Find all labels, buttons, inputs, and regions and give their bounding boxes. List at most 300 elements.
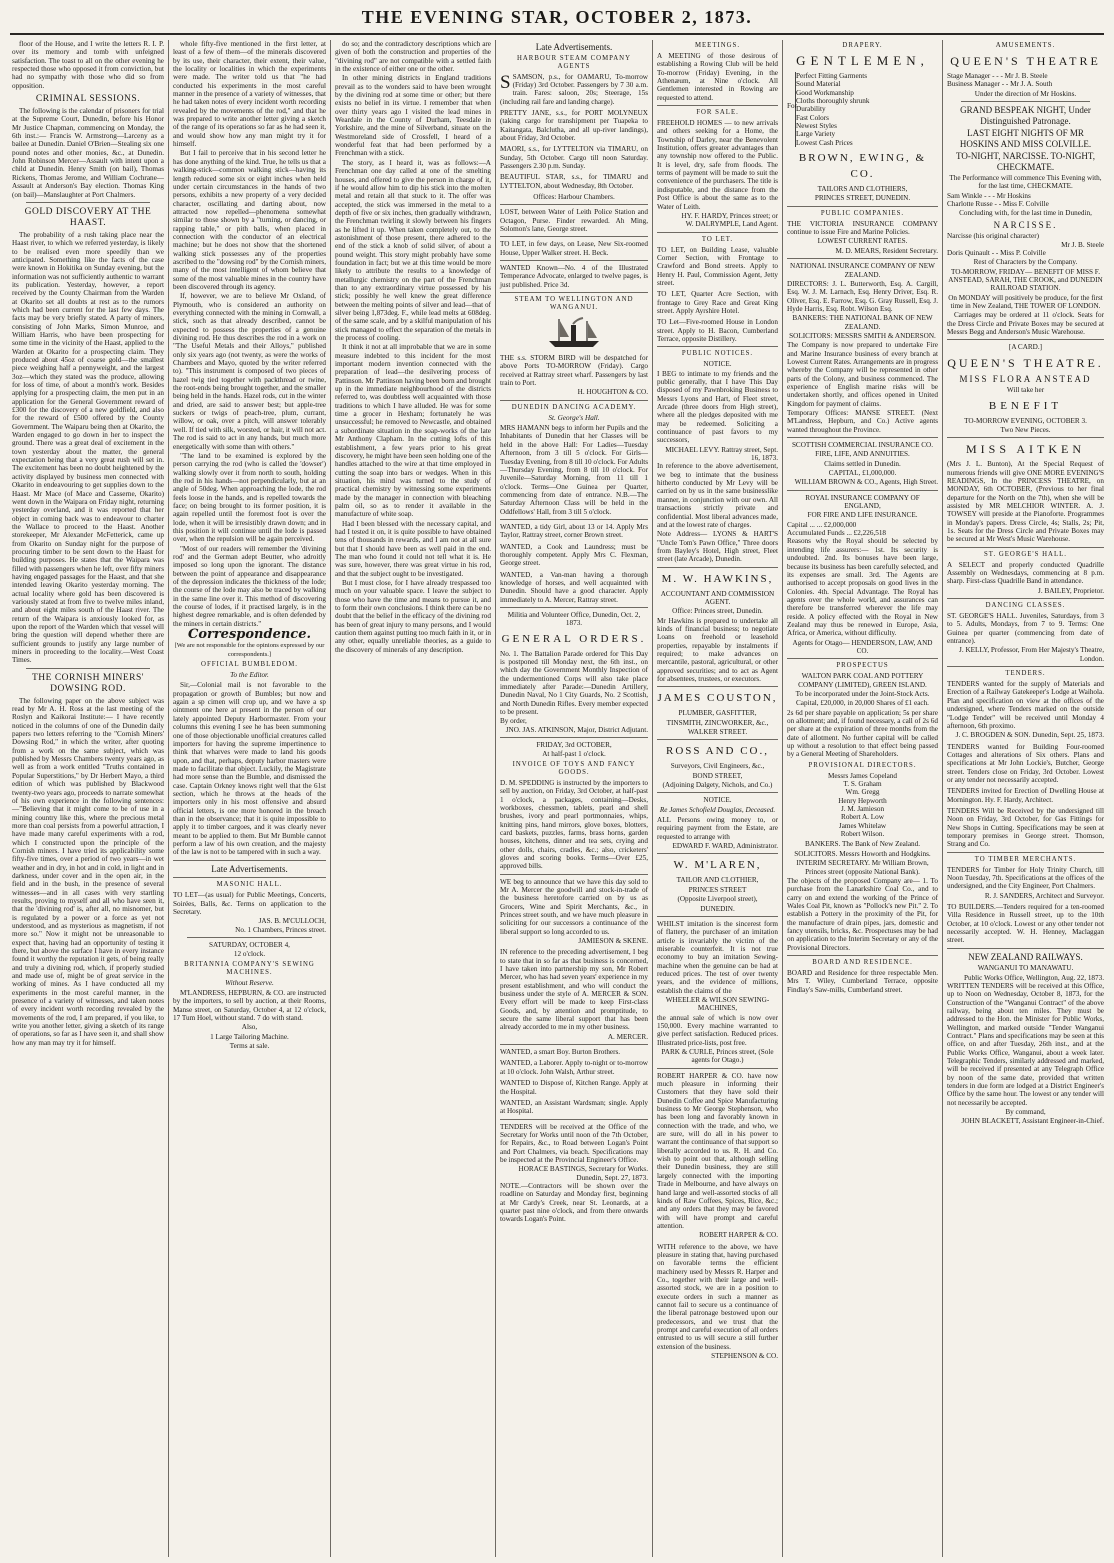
divider — [787, 658, 938, 659]
section-title-public-companies: PUBLIC COMPANIES. — [820, 209, 905, 217]
ad-subtitle: PLUMBER, GASFITTER, — [678, 709, 757, 718]
ad-victoria-insurance — [787, 220, 938, 255]
notice-title: NOTICE. — [703, 360, 732, 369]
ad-lost-purse — [500, 208, 648, 233]
divider — [787, 206, 938, 207]
divider — [500, 236, 648, 237]
ad-estate-notice — [657, 816, 778, 850]
ad-signature: WILLIAM BROWN & CO., Agents, High Street. — [794, 478, 938, 487]
section-title-amusements: AMUSEMENTS. — [995, 42, 1056, 49]
divider — [500, 1119, 648, 1120]
ad-text: PRETTY JANE, s.s., for PORT MOLYNEUX (taking cargo for transhipment per Tuapeka to Kaitangata, Balclutha, and all up-river landings), about Friday, 3rd October. — [500, 108, 648, 142]
ad-text: DIRECTORS: J. L. Butterworth, Esq. A. Cargill, Esq. W. J. M. Larnach, Esq. Henry Driver, Esq. R. Oliver, Esq. E. Farrow, Esq. G. Gray Russell, Esq. J. Hyde Harris, Esq. Robt. Wilson Esq. — [787, 279, 938, 313]
ad-title-britannia: BRITANNIA COMPANY'S SEWING MACHINES. — [184, 960, 315, 976]
ad-signature: MICHAEL LEVY. Rattray street, Sept. 16, 1873. — [665, 445, 778, 463]
ad-address: (Opposite Liverpool street), — [677, 895, 758, 904]
letter-salutation: To the Editor. — [230, 671, 269, 680]
ad-wanted-laborer — [500, 1059, 648, 1076]
ad-text: No. 1. The Battalion Parade ordered for This Day is postponed till Monday next, the 6th inst., on which day the Government Monthly Inspection of the undermentioned Corps will also take place immediately after Parade:—Dunedin Artillery, Dunedin Naval, No 1 City Guards, No. 2 Scottish, and North Dunedin Rifles. Every member expected to be present. — [500, 649, 648, 717]
director-list-item: James Whitelaw — [838, 821, 887, 830]
ad-title-walton-park: WALTON PARK COAL AND POTTERY COMPANY (LIMITED), GREEN ISLAND. — [798, 672, 927, 689]
ad-signature: J. C. BROGDEN & SON. Dunedin, Sept. 25, 1873. — [955, 731, 1104, 740]
ad-text: SOLICITORS: MESSRS SMITH & ANDERSON. — [789, 331, 936, 340]
ad-text: Mr Hawkins is prepared to undertake all kinds of financial business; to negotiate Loans on freehold or leasehold properties, repayable by instalments if required; to make advances on mercantile, pastoral, agricultural, or other approved securities; and to act as Agent for absentees, trustees, or executors. — [657, 616, 778, 683]
ad-text: Also, — [241, 1023, 258, 1032]
ad-signature: JNO. JAS. ATKINSON, Major, District Adjutant. — [505, 725, 648, 734]
ad-freehold-homes — [657, 119, 778, 228]
ad-title-general-orders: GENERAL ORDERS. — [501, 632, 647, 645]
ad-text: BANKERS: THE NATIONAL BANK OF NEW ZEALAND. — [792, 314, 933, 331]
director-list-item: Wm. Gregg — [845, 788, 880, 797]
drapery-list-block — [787, 72, 938, 147]
ad-text: WITH reference to the above, we have pleasure in stating that, having purchased on favorable terms the efficient machinery used by Messrs R. Harper and Co., together with their large and well-assorted stock, we are in a position to execute orders in such a manner as cannot fail to secure us a continuance of the liberal patronage bestowed upon our predecessors, and we trust that the prompt and careful execution of all orders entrusted to us will secure a still further extension of the business. — [657, 1242, 778, 1351]
ad-title-brown-ewing: BROWN, EWING, & CO. — [798, 152, 927, 181]
divider — [947, 666, 1104, 667]
article-text: "Most of our readers will remember the 'divining rod' and the German adept Beutter, who adroitly imposed so long upon the ignorant. The distance between the point of appearance and disappearance of the depression indicates the thickness of the lode; the course of the lode may also be traced by walking in the same line over it. This method of discovering the course of lodes, if it practised largely, is in the highest degree remarkable, and is often defended by the miners in certain districts." — [173, 544, 326, 628]
ad-text: The objects of the proposed Company are— 1. To purchase from the Lanarkshire Coal Co., and to carry on and extend the working of the Prince of Wales Coal Pit, known as "Pollock's new Pit." 2. To establish a Pottery in the proximity of the Pit, for the manufacture of drain pipes, jars, domestic and fancy utensils, bricks, &c. Prospectuses may be had on application to the Interim Secretary or any of the Provisional Directors. — [787, 876, 938, 952]
prospectus-title: PROSPECTUS — [836, 662, 889, 670]
ad-levy-notice — [657, 370, 778, 564]
ad-text: TENDERS Will be Received by the undersigned till Noon on Friday, 3rd October, for Gas Fittings for New Shops in Cutting. Specifications may be seen at temporary premises in George street. Thomson, Strang and Co. — [947, 806, 1104, 849]
drapery-list-item: Durability — [796, 105, 826, 114]
auction-date: SATURDAY, OCTOBER 4, — [209, 940, 290, 949]
ad-wanted — [500, 264, 648, 289]
ad-text: Accumulated Funds ... £2,226,518 — [787, 529, 887, 538]
ad-text: WANTED, a Laborer. Apply to-night or to-morrow at 10 o'clock. John Walsh, Arthur street. — [500, 1059, 648, 1076]
article-text: It think it not at all improbable that we are in some measure indebted to this incident for the most important modern invention connected with the preparation of lead—the desilvering process of Pattinson. Mr Pattinson having been born and brought up in the immediate neighbourhood of the districts referred to, was doubtless well acquainted with those traditions to which I have alluded. He was for some time a grocer in Hexham; fortunately he was unsuccessful; he removed to Newcastle, and obtained a subordinate situation in the soap-works of the late Mr Anthony Clapham. In the cutting lofts of this establishment, a few years prior to his great discovery, he might have been seen holding one of the handles attached to the wire at that time employed in cutting the soap into bars or wedges. When in this situation, his mind was turned to the study of practical chemistry by witnessing some experiments made by the manager in connection with bleaching palm oil, so as to render it available in the manufacture of white soap. — [335, 343, 492, 519]
ad-title-dancing-academy: DUNEDIN DANCING ACADEMY. — [511, 403, 637, 411]
director-list-item: Robert A. Low — [841, 813, 884, 822]
article-intro: floor of the House, and I write the letters R. I. P. over its memory and tomb with unfeigned satisfaction. The toast to all on the other evening he respected those who opposed it from conviction, but had no sympathy with those who did so from opposition. — [12, 40, 164, 90]
column-4 — [495, 40, 652, 1557]
divider — [500, 204, 648, 205]
ad-walton-objects — [787, 877, 938, 952]
drop-cap: S — [500, 71, 511, 93]
ad-maori — [500, 145, 648, 170]
ad-text: TO LET, on Building Lease, valuable Corner Section, with Frontage to Crawford and Bond streets. Apply to Henry H. Paul, Commission Agent, Jetty street. — [657, 245, 778, 287]
ad-wanted-girl — [500, 523, 648, 540]
ad-title-mlaren: W. M'LAREN, — [673, 859, 762, 872]
benefit-name: MISS FLORA ANSTEAD — [959, 373, 1092, 384]
ad-text: Reasons why the Royal should be selected by intending life assurers:— 1st. Its security is undoubted. 2nd. Its bonuses have been large, because its business has been carefully selected, and its expenses are small. 3rd. The Agents are authorised to accept proposals on good lives in the Colonies. 4th. Special Advantage. The Royal has agents over the whole world, and assurances can therefore be transferred wherever the life may reside. A policy effected with the Royal in New Zealand may thus be renewed in Europe, Asia, Africa, or America, without difficulty. — [787, 537, 938, 638]
ad-text: TO Let—Five-roomed House in London street. Apply to H. Bacon, Cumberland Terrace, opposite Distillery. — [657, 318, 778, 343]
divider — [500, 1044, 648, 1045]
ad-signature: A. MERCER. — [607, 1032, 648, 1041]
ad-title-timber: TO TIMBER MERCHANTS. — [974, 855, 1077, 863]
article-text: In other mining districts in England traditions prevail as to the wonders said to have been wrought by the divining rod at some time or other; but there exists no belief in its virtue. I remember that when over thirty years ago I visited the lead mines in Weardale in the County of Durham, Teesdale in Yorkshire, and the mine of Silverband, situate on the Westmoreland side of Crossfell, I heard of a wonderful feat that had been performed by a Frenchman with a stick. — [335, 74, 491, 158]
ad-text: A SELECT and properly conducted Quadrille Assembly on Wednesdays, commencing at 8 p.m. sharp. First-class Quadrille Band in attendance. — [947, 560, 1104, 586]
column-5 — [652, 40, 782, 1557]
divider — [173, 877, 326, 878]
ad-national-insurance — [787, 280, 938, 434]
ad-text: To be incorporated under the Joint-Stock Acts. — [795, 689, 930, 698]
ad-text: LOST, between Water of Leith Police Station and Octagon, Purse. Finder rewarded. Ah Ming, Solomon's lane, George street. — [500, 208, 648, 233]
auction-date: FRIDAY, 3rd OCTOBER, — [536, 741, 612, 750]
ad-text: THE VICTORIA INSURANCE COMPANY continue to issue Fire and Marine Policies. — [787, 219, 938, 237]
ad-title-st-georges-hall: ST. GEORGE'S HALL. — [984, 550, 1067, 558]
ad-railways — [947, 982, 1104, 1126]
ad-text: WANTED Known—No. 4 of the Illustrated Temperance Advocate, enlarged to twelve pages, is just published. Price 3d. — [500, 264, 648, 289]
drapery-list-item: Large Variety — [796, 130, 836, 139]
ad-text: TENDERS wanted for the supply of Materials and Erection of a Railway Gatekeeper's Lodge at Waihola. Plan and specification on view at the offices of the undersigned, where Tenders marked on the outside "Lodge Tender" will be received until Monday 4 afternoon, 6th proximo. — [947, 680, 1104, 730]
ad-title-couston: JAMES COUSTON, — [657, 692, 778, 705]
ad-signature: JAS. B. M'CULLOCH, — [258, 917, 326, 926]
section-title-to-let: TO LET. — [701, 235, 734, 243]
ad-tender-gas — [947, 807, 1104, 849]
divider — [787, 955, 938, 956]
ad-text: TENDERS invited for Erection of Dwelling House at Mornington. Hy. F. Hardy, Architect. — [947, 787, 1104, 804]
card-label: [A CARD.] — [1008, 343, 1043, 352]
section-title-board-residence: BOARD AND RESIDENCE. — [812, 958, 913, 966]
ad-royal-insurance — [787, 537, 938, 655]
ad-text: INTERIM SECRETARY. Mr William Brown, Princes street (opposite National Bank). — [796, 859, 929, 876]
ad-title-nz-railways: NEW ZEALAND RAILWAYS. — [968, 951, 1083, 962]
ad-walton-terms — [787, 709, 938, 759]
section-title-correspondence: Correspondence. — [187, 627, 312, 643]
ad-samson — [500, 73, 648, 106]
ad-address: DUNEDIN. — [700, 904, 735, 913]
director-list-item: J. M. Jamieson — [840, 805, 885, 814]
ad-text: WE beg to announce that we have this day sold to Mr A. Mercer the goodwill and stock-in-trade of the business heretofore carried on by us as Grocers, Wine and Spirit Merchants, &c., in Princes street south, and we have much pleasure in soliciting for our successors a continuance of the liberal support so long accorded to us. — [500, 877, 648, 936]
divider — [500, 874, 648, 875]
for-label: For — [787, 102, 797, 110]
divider — [657, 853, 778, 854]
ad-title-national-insurance: NATIONAL INSURANCE COMPANY OF NEW ZEALAND. — [790, 262, 935, 279]
ad-mercer-son — [500, 948, 648, 1041]
divider — [787, 490, 938, 491]
ad-dancing-academy — [500, 424, 648, 516]
drapery-list-item: Cloths thoroughly shrunk — [796, 97, 870, 106]
ad-signature: R. J. SANDERS, Architect and Surveyor. — [984, 891, 1104, 900]
ad-text: D. M. SPEDDING is instructed by the importers to sell by auction, on Friday, 3rd October, at half-past 1 o'clock, a packages, containing—Desks, workboxes, chessmen, tablets, pearl and shell brushes, ivory and pearl portmonnaies, whips, knitting pins, hand mirrors, glove boxes, blotters, card baskets, puzzles, farms, brass horns, garden houses, kitchens, dinner and tea sets, crying and other dolls, chairs, cradles, &c.; also, cricketers' gloves and scoring books. Terms—Over £25, approved bills. — [500, 778, 648, 871]
column-7 — [942, 40, 1108, 1557]
theatre-last-nights: LAST EIGHT NIGHTS OF MR HOSKINS AND MISS COLVILLE. — [959, 128, 1092, 149]
ad-subtitle: Surveyors, Civil Engineers, &c., — [670, 762, 765, 771]
walton-directors-title: PROVISIONAL DIRECTORS. — [808, 761, 917, 769]
ad-text: WHILST imitation is the sincerest form of flattery, the purchaser of an imitation article is invariably the victim of the miserable counterfeit. It is not true economy to buy an imitation Sewing-machine when the genuine can be had at reduced prices. The test of over twenty years, and the evidence of millions, establish the claims of the — [657, 919, 778, 995]
theatre-tonight: TO-NIGHT, NARCISSE. TO-NIGHT, CHECKMATE. — [956, 151, 1095, 172]
ad-tender-cottages — [947, 743, 1104, 785]
ad-text: TO BUILDERS.—Tenders required for a ten-roomed Villa Residence in Russell street, up to the 10th October, at 10 o'clock. Lowest or any other tender not necessarily accepted. W. H. Henney, Maclaggan street. — [947, 903, 1104, 945]
ad-subtitle: Without Reserve. — [225, 978, 274, 987]
ad-text: WANTED, a Cook and Laundress; must be thoroughly competent. Apply Mrs C. Flexman, George street. — [500, 542, 648, 568]
ad-text: TO LET—(as usual) for Public Meetings, Concerts, Soirées, Balls, &c. Terms on application to the Secretary. — [173, 891, 326, 916]
divider — [947, 437, 1104, 438]
benefit-word: BENEFIT — [988, 399, 1063, 412]
ad-address: PRINCES STREET — [688, 885, 747, 894]
theatre-tomorrow: TO-MORROW, FRIDAY— BENEFIT OF MISS F. ANSTEAD, SARAH, THE CROOK, and DUNEDIN RAILROAD STATION. — [948, 267, 1103, 293]
section-title-for-sale: FOR SALE. — [696, 109, 739, 117]
column-3 — [330, 40, 495, 1557]
ad-hawkins — [657, 617, 778, 684]
theatre-staff: Stage Manager - - - Mr J. B. Steele — [947, 72, 1048, 80]
section-title-tenders: TENDERS. — [1005, 670, 1046, 678]
drapery-list-item: Perfect Fitting Garments — [796, 72, 868, 80]
ad-signature: H. HOUGHTON & CO. — [577, 388, 648, 397]
divider — [947, 852, 1104, 853]
ad-tenders-road — [500, 1123, 648, 1224]
ad-subtitle: St. George's Hall. — [548, 413, 600, 422]
divider — [657, 567, 778, 568]
drapery-list — [795, 72, 938, 147]
theatre-carriages: Carriages may be ordered at 11 o'clock. Seats for the Dress Circle and Private Boxes may be secured at Messrs Begg and Anderson's Music Warehouse. — [947, 311, 1104, 337]
ad-text: 1 Large Tailoring Machine. — [210, 1032, 289, 1041]
militia-dateline: Militia and Volunteer Office, Dunedin, Oct. 2, 1873. — [507, 611, 641, 628]
ad-subtitle: WANGANUI TO MANAWATU. — [977, 964, 1074, 973]
divider — [657, 739, 778, 740]
ad-text: BOARD and Residence for three respectable Men. Mrs T. Wiley, Cumberland Terrace, opposite Findlay's Saw-mills, Cumberland street. — [787, 968, 938, 994]
director-list-item: Robert Wilson. — [840, 830, 885, 839]
divider — [947, 339, 1104, 340]
ad-text: IN reference to the preceding advertisement, I beg to state that in so far as that business is concerned, I have taken into partnership my son, Mr Robert Mercer, who has had seven years' experience in my present establishment, and who will conduct the business under the style of A. MERCER & SON. Every effort will be made to keep First-class Goods, and, by attention and promptitude, to secure the same liberal support that has been already accorded to me in my other business. — [500, 948, 648, 1032]
ad-wanted-boy — [500, 1048, 648, 1056]
ad-dancing-classes — [947, 612, 1104, 663]
divider — [500, 292, 648, 293]
newspaper-masthead: THE EVENING STAR, OCTOBER 2, 1873. — [361, 7, 753, 27]
walton-directors-list — [787, 772, 938, 839]
divider — [500, 400, 648, 401]
divider — [657, 1068, 778, 1069]
theatre-cast: Narcisse (his original character) — [947, 232, 1039, 241]
divider — [500, 260, 648, 261]
ad-title-gentlemen: GENTLEMEN, — [796, 53, 929, 68]
ad-wardsman — [500, 1099, 648, 1116]
ad-signature: JOHN BLACKETT, Assistant Engineer-in-Chief. — [961, 1117, 1104, 1126]
divider — [26, 202, 150, 203]
ad-subtitle: FIRE, LIFE, AND ANNUITIES. — [815, 450, 910, 459]
ad-wanted-vanman — [500, 571, 648, 604]
column-6 — [782, 40, 942, 1557]
ad-subtitle: TAILORS AND CLOTHIERS, — [817, 185, 908, 194]
article-text: The story, as I heard it, was as follows:—A Frenchman one day called at one of the smelting houses, and offered to give the person in charge of it, if he would allow him to dip his stick into the molten metal and retain all that stuck to it. The offer was accepted, the stick was immersed in the metal to a depth of five or six inches, then gradually withdrawn, the Frenchman twirling it slowly between his fingers as he lifted it up. When taken completely out, to the astonishment of those present, there adhered to the end of the stick a knob of solid silver, of about a pound weight. This story might probably have some foundation in fact; but we at this time would be more likely to attribute the results to a knowledge of metallurgic chemistry on the part of the Frenchman than to any extraordinary virtue possessed by his stick; possibly he well knew the great difference between the melting points of silver and lead—that of silver being 1,873deg. F., while lead melts at 608deg. of the same scale, and by a skilful manipulation of his stick managed to effect the separation of the metals in the process of cooling. — [335, 158, 491, 343]
notice-re: Re James Schofield Douglas, Deceased. — [659, 805, 776, 814]
divider — [173, 860, 326, 861]
ad-signature: Agents for Otago— HENDERSON, LAW, AND CO. — [792, 638, 933, 655]
ad-text: By order, — [500, 717, 527, 726]
letter-title-official-bumbledom: OFFICIAL BUMBLEDOM. — [201, 661, 298, 669]
divider — [657, 105, 778, 106]
ad-title-queens-theatre: QUEEN'S THEATRE — [950, 54, 1101, 68]
ad-stephenson — [657, 1243, 778, 1361]
ad-text: TO LET, Quarter Acre Section, with frontage to Grey Race and Great King street. Apply Ayrshire Hotel. — [657, 290, 778, 315]
article-text-dowsing-rod: The following paper on the above subject was read by Mr A. H. Ross at the last meeting of the Roslyn and Kaikorai Institute:— I have recently noticed in the columns of one of the Dunedin daily papers two letters referring to the "Cornish Miners' Dowsing Rod," in which the writer, after quoting from a work on the same subject, which was published by Messrs Chambers twenty years ago, as well as from a work entitled "Truths contained in Popular Superstitions," by Dr Herbert Mayo, a third edition of which was published by Blackwood twenty-two years ago, proceeds to narrate somewhat of his own experience in the following sentences:—"Believing that it might come to be of use in a mining country like this, where the precious metal more than coal persists from a powerful attraction, I have made many careful experiments with a rod, which I constructed upon the principle of the Cornish miners. I have tried its applicability some fifty-five times, over a period of two years—in wet weather and in dry, in hot and in cold, in light and in darkness, under cover and in the open air, in the field and in the bush, in the presence of several witnesses—and in all cases with very startling results, proving to myself and all who have seen it, that the 'divining rod' is, after all, no misnomer, but is regulated by a power or a force as yet not understood, and as mysterious as magnetism, if not more so." Now it might not be unreasonable to expect that, having had an opportunity of testing it there, but above the surface I have in every instance found it worthy the reputation it gets, of being really and truly a divining rod, which, if properly studied and made use of, might be of great service in the working of mines. As I have conducted all my experiments in the most careful manner, in the presence of a variety of witnesses, and taken notes of every incident worth recording revealed by the movements of the rod, I am prepared, if you like, to write you another letter, giving a sketch of its range of operations, so far as I have seen it, and shall show how any man may try it for himself. — [12, 696, 164, 1047]
ad-text: WANTED, a smart Boy. Burton Brothers. — [500, 1048, 621, 1057]
theatre-cast: Doris Quinault - - Miss P. Colville — [947, 248, 1046, 257]
ad-title-toys-fancy-goods: INVOICE OF TOYS AND FANCY GOODS. — [512, 760, 636, 776]
ad-text: BANKERS. The Bank of New Zealand. — [804, 840, 921, 849]
article-text: Had I been blessed with the necessary capital, and had I tested it on, it is quite possible to have obtained tens of thousands in rewards, and I am not at all sure but that I should have been as well paid in the end. The man who found it could not tell what it is. He was sure, however, there was great virtue in his rod, and that the subject ought to be investigated. — [335, 519, 491, 578]
ad-address: No. 1 Chambers, Princes street. — [235, 925, 326, 934]
ad-address: WALKER STREET. — [687, 728, 748, 737]
benefit-pieces: Two New Pieces. — [1000, 425, 1051, 434]
ad-text: WRITTEN TENDERS will be received at this Office, up to Noon on Wednesday, October 8, 1873, for the Construction of the "Wanganui Contract" of the above railway, being about ten miles. They must be addressed to the Hon. the Minister for Public Works, Wellington, and marked outside "Tender Wanganui Contract." Plans and specifications may be seen at this office, on and after Tuesday, 26th inst., and at the Public Works Office, Wanganui, about a week later. Telegraphic Tenders, similarly addressed and marked, will be received if presented at any Telegraph Office by noon of the same date, provided that written tenders in due form are lodged at a District Engineer's Office by the same hour. The lowest or any tender will not necessarily be accepted. — [947, 981, 1104, 1107]
ad-title-royal-insurance: ROYAL INSURANCE COMPANY OF ENGLAND, — [805, 493, 920, 511]
theatre-play-title: NARCISSE. — [993, 219, 1058, 230]
ad-text: (Mrs J. L. Bunton), At the Special Request of numerous friends will give ONE MORE EVENING'S READINGS, In the PRINCESS THEATRE, on MONDAY, 6th OCTOBER, (Previous to her final departure for the North on the 7th), when she will be assisted by MR MELCHIOR WINTER. A. J. TOWSEY will preside at the Pianoforte. Programmes in Monday's papers. Dress Circle, 4s; Stalls, 2s; Pit, 1s. Seats for the Dress Circle and Private Boxes may be secured at Mr West's Music Warehouse. — [947, 460, 1104, 544]
ad-address: PRINCES STREET, DUNEDIN. — [814, 194, 911, 203]
ad-office: Offices: Harbour Chambers. — [533, 192, 615, 201]
ad-toys — [500, 779, 648, 871]
ad-harper — [657, 1072, 778, 1240]
divider — [187, 937, 312, 938]
section-title-public-notices: PUBLIC NOTICES. — [681, 350, 754, 358]
ad-signature: M. D. MEARS, Resident Secretary. — [835, 246, 938, 255]
divider — [947, 547, 1104, 548]
ad-text: MRS HAMANN begs to inform her Pupils and the Inhabitants of Dunedin that her Classes will be held in the above Hall: For Ladies—Tuesday Afternoon, from 3 till 5 o'clock. For Girls—Tuesday Evening, from 8 till 10 o'clock. For Adults—Thursday Evening, from 8 till 10 o'clock. For Juvenile—Saturday Morning, from 11 till 1 o'clock. Terms—One Guinea per Quarter, commencing from date of entrance. N.B.—The Saturday Afternoon Class will be held in the Oddfellows' Hall, from 3 till 5 o'clock. — [500, 424, 648, 516]
ad-to-let — [500, 240, 648, 257]
article-text-gold-discovery: The probability of a rush taking place near the Haast river, to which we referred yesterday, is likely to be realised even more speedily than we anticipated. Something like the facts of the case were known in Hokitika on Sunday evening, but the information was not sufficiently authentic to warrant its publication. Yesterday, however, a report received by the County Chairman from the Warden at Okarito set all doubts at rest as to the rumors which had been current for the last few days. The facts may be very briefly stated. A party of miners, consisting of John Marks, Simon Munroe, and William Harris, who have been prospecting for some time in the vicinity of the Haast, applied to the Warden at Okarito for a prospecting claim. They produced about 45oz of coarse gold—the smallest piece weighing half a pennyweight, and the largest 3oz—which they stated was the produce, allowing for loss of time, of about a month's work. Besides applying for a prospecting claim, the men put in an application for the General Government reward of £300 for the discovery of a new goldfield, and also for the reward of £500 offered by the County Government. The Waiparu being then at Okarito, the Warden engaged to go down in her to inspect the ground. There was a great deal of excitement in the town yesterday about the matter, the general expectation being that a very great rush will set in. The excitement has been no doubt heightened by the activity displayed by business men connected with Okarito in endeavouring to get supplies down to the Haast. Mr Mace (of Mace and Casserne, Okarito) went down in the Waipara on Friday night, returning yesterday overland, and it was reported that her object in coming back was to endeavour to charter the Wallace to proceed to the Haast. Another storekeeper, Mr Alexander McFetterick, came up from Okarito on Sunday night for the purpose of procuring timber to be sent down to the Haast for building purposes. He states that the Waipara was filled with passengers when he left, over fifty miners having engaged passages for the Haast, and that she intended leaving Okarito yesterday morning. The actual locality where gold has been discovered is variously stated at from five to twelve miles inland, and about eight miles south of the Haast river. The return of the Waipara is anxiously looked for, as upon the report of the Warden which that vessel will bring the question will depend whether there are sufficient grounds to justify any large number of miners in proceeding to the locality.—West Coast Times. — [12, 230, 164, 665]
ad-title-ross: ROSS AND CO., — [665, 745, 770, 758]
notice-title: NOTICE. — [703, 796, 732, 805]
divider — [26, 668, 150, 669]
divider — [947, 598, 1104, 599]
ad-text: NOTE.—Contractors will be shown over the roadline on Saturday and Monday first, beginning at Mr Cardy's Creek, near St. Leonards, at a quarter past nine o'clock, and from there onwards towards Logan's Point. — [500, 1181, 648, 1224]
divider — [500, 737, 648, 738]
ad-address: BOND STREET, — [692, 771, 743, 780]
ad-text: SOLICITORS. Messrs Howorth and Hodgkins. — [794, 849, 931, 858]
section-title-meetings: MEETINGS. — [694, 42, 741, 49]
divider — [657, 346, 778, 347]
ad-text: Terms at sale. — [229, 1041, 270, 1050]
section-title-late-advertisements: Late Advertisements. — [211, 863, 288, 874]
ad-text: ALL Persons owing money to, or requiring payment from the Estate, are requested to arrange with — [657, 816, 778, 841]
divider — [657, 792, 778, 793]
article-text: If, however, we are to believe Mr Oxland, of Plymouth, who is considered an authority on everything connected with the mining in Cornwall, a stick, such as that already described, cannot be expected to possess the properties of a genuine divining rod. He thus describes the rod in a work on "The Useful Metals and their Alloys," published only six years ago (not twenty, as were the works of Chambers and Mayo, quoted by the writer referred to). "This instrument is composed of two pieces of hazel twig tied together with packthread or twine, the root-ends being brought together, and the smaller being held in the hands. Hazel rods, cut in the winter and dried, are said to answer best; but apple-tree suckers or twigs of peach-tree, plum, currant, willow, or oak, over a pitch, will answer tolerably well. If tied with silk, worsted, or hair, it will not act. The rod is said to act in any hands, but much more energetically with some than with others." — [173, 292, 326, 451]
ad-miss-aitken — [947, 460, 1104, 543]
ad-text: WANTED to Dispose of, Kitchen Range. Apply at the Hospital. — [500, 1079, 648, 1096]
article-title-criminal-sessions: CRIMINAL SESSIONS. — [35, 94, 141, 105]
ad-text: The Company is now prepared to undertake Fire and Marine Insurance business of every branch at Lowest Current Rates. Arrangements are in progress whereby the Company will be represented in other parts of the Colony, and business commenced. The experience of English marine risks will be undertaken shortly, and offices opened in United Kingdom for payment of claims. — [787, 341, 938, 408]
ad-text: Note Address— LYONS & HART'S "Uncle Tom's Pawn Office," Three doors from Bayley's Hotel, High street, Fleet street (late Arcade), Dunedin. — [657, 530, 778, 564]
ad-kitchen-range — [500, 1079, 648, 1096]
benefit-date: TO-MORROW EVENING, OCTOBER 3. — [964, 416, 1087, 425]
theatre-cast: Sam Winkle - - - Mr Hoskins — [947, 191, 1031, 200]
ad-text: I BEG to intimate to my friends and the public generally, that I have This Day disposed of my Pawnbroking Business to Messrs Lyons and Hart, of Fleet street, Arcade (three doors from High street), where all the pledges deposited with me may be redeemed. Soliciting a continuance of past favors to my successors, — [657, 369, 778, 445]
ad-st-georges — [947, 561, 1104, 595]
section-title-drapery: DRAPERY. — [842, 42, 883, 49]
ad-text: MAORI, s.s., for LYTTELTON via TIMARU, on Sunday, 5th October. Cargo till noon Saturday. Passengers 2.30 p.m. Sunday. — [500, 145, 648, 170]
theatre-performance: The Performance will commence This Evening with, for the last time, CHECKMATE. — [949, 174, 1102, 191]
ad-beautiful-star — [500, 173, 648, 190]
column-1 — [8, 40, 168, 1557]
steamship-icon — [545, 315, 603, 351]
section-title-late-advertisements: Late Advertisements. — [535, 42, 613, 52]
article-title-gold-discovery: GOLD DISCOVERY AT THE HAAST. — [24, 206, 152, 228]
drapery-list-item: Lowest Cash Prices — [796, 138, 853, 147]
ad-title-harbour-steam: HARBOUR STEAM COMPANY AGENTS — [516, 54, 632, 70]
divider — [787, 258, 938, 259]
director-list-item: Messrs James Copeland — [827, 771, 898, 780]
ad-signature: HORACE BASTINGS, Secretary for Works. Dunedin, Sept. 27, 1873. — [518, 1165, 648, 1182]
drapery-list-item: Newest Styles — [796, 122, 837, 131]
drapery-list-item: Good Workmanship — [796, 88, 854, 97]
ad-title-dancing-classes: DANCING CLASSES. — [985, 602, 1066, 610]
ad-text: In reference to the above advertisement, we beg to intimate that the business hitherto conducted by Mr Levy will be carried on by us in the same businesslike manner, in conjunction with our own. All transactions strictly private and confidential. Most liberal advances made, and at the lowest rate of charges. — [657, 462, 778, 529]
ad-text: Capital, £20,000, in 20,000 Shares of £1 each. — [796, 699, 929, 708]
ad-rowing-club — [657, 52, 778, 102]
ad-address: Office: Princes street, Dunedin. — [672, 607, 763, 616]
ad-storm-bird — [500, 354, 648, 397]
ad-text: M'LANDRESS, HEPBURN, & CO. are instructed by the importers, to sell by auction, at their Rooms, Manse street, on Saturday, October 4, at 12 o'clock, 17 Tum Hoel, without stand. 7 do with stand. — [173, 988, 326, 1022]
ad-title-steam-wellington: STEAM TO WELLINGTON AND WANGANUI. — [514, 296, 634, 312]
director-list-item: T. S. Graham — [843, 780, 882, 789]
theatre-staff: Business Manager - - Mr J. A. South — [947, 80, 1053, 89]
ad-subtitle: LOWEST CURRENT RATES. — [817, 237, 908, 246]
article-title-dowsing-rod: THE CORNISH MINERS' DOWSING ROD. — [31, 672, 145, 694]
ad-text: WANTED, a Van-man having a thorough knowledge of horses, and well acquainted with Dunedin. Should have a good character. Apply immediately to A. Mercer, Rattray street. — [500, 570, 648, 604]
article-text: But I fail to perceive that in his second letter he has done anything of the kind. True, he tells us that a walking-stick—common walking stick—having its length reduced some six or eight inches when held under certain circumstances in the hands of two persons, exhibits a new property of a very decided character, oscillating and darting about, now attracted now repelled—phenomena somewhat similar to those shown by a "turning, or dancing, or rapping table," or pith balls, when placed in connection with the conductor of an electrical machine; but he does not show that the shortened walking stick possesses any of the properties ascribed to the "dowsing rod" by the Cornish miners, many of the most intelligent of whom believe that some of the most valuable mines in the country have been discovered through its agency. — [173, 149, 326, 291]
ad-text: ROBERT HARPER & CO. have now much pleasure in informing their Customers that they have sold their Dunedin Coffee and Spice Manufacturing business to Mr George Stephenson, who has been long and favorably known in connection with the trade, and who, we are sure, will do all in his power to warrant the continuance of that support so liberally accorded to us. R. H. and Co. wish to point out that, although selling their Dunedin business, they are still largely connected with the importing Trade in Melbourne, and have always on hand large and well-assorted stocks of all kinds of Raw Coffees, Spices, Rice, &c.; and any orders that they may be favored with will have prompt and careful attention. — [657, 1071, 778, 1230]
ad-text: TO LET, in few days, on Lease, New Six-roomed House, Upper Walker street. H. Beck. — [500, 240, 648, 257]
divider — [500, 607, 648, 608]
ad-board-residence — [787, 969, 938, 994]
divider — [500, 519, 648, 520]
divider — [657, 916, 778, 917]
ad-signature: W. DALRYMPLE, Land Agent. — [685, 220, 778, 229]
ad-signature: EDWARD F. WARD, Administrator. — [672, 842, 778, 851]
ad-dateline: Public Works Office, Wellington, Aug. 22, 1873. — [964, 973, 1104, 982]
divider — [787, 437, 938, 438]
theatre-bespeak: GRAND BESPEAK NIGHT, Under Distinguished Patronage. — [960, 105, 1091, 126]
ad-text: Capital ... ... £2,000,000 — [787, 520, 857, 529]
ad-signature: JAMIESON & SKENE. — [578, 937, 648, 945]
ad-text: the annual sale of which is now over 150,000. Every machine warranted to give perfect satisfaction. Reduced prices. Illustrated price-lists, post free. — [657, 1013, 778, 1047]
ad-to-let — [657, 318, 778, 343]
ad-title-miss-aitken: MISS AITKEN — [965, 442, 1085, 457]
ad-general-orders — [500, 650, 648, 734]
theatre-text: Rest of Characters by the Company. — [973, 258, 1078, 267]
drapery-list-item: Sound Material — [796, 80, 841, 89]
ad-signature: ROBERT HARPER & CO. — [699, 1231, 778, 1240]
ad-text: Claims settled in Dunedin. — [824, 459, 901, 468]
article-text: do so; and the contradictory descriptions which are given of both the construction and properties of the "divining rod" are not compatible with a settled faith in the existence of either one or the other. — [335, 40, 491, 74]
ad-tender-dwelling — [947, 787, 1104, 804]
auction-time: At half-past 1 o'clock. — [542, 750, 606, 759]
ad-pretty-jane — [500, 109, 648, 142]
ad-text: A MEETING of those desirous of establishing a Rowing Club will be held To-morrow (Friday) Evening, in the Athenæum, at Nine o'clock. All Gentlemen interested in Rowing are requested to attend. — [657, 52, 778, 102]
ad-timber — [947, 866, 1104, 900]
ad-text: CAPITAL, £1,000,000. — [828, 469, 897, 478]
divider — [657, 232, 778, 233]
ad-to-let — [657, 246, 778, 288]
benefit-text: Will take her — [1006, 386, 1045, 395]
theatre-monday: On MONDAY will positively be produce, for the first time in New Zealand, THE TOWER OF LONDON. — [948, 293, 1103, 310]
ad-tender-lodge — [947, 680, 1104, 739]
ad-text: WANTED, a tidy Girl, about 13 or 14. Apply Mrs Taylor, Rattray street, corner Brown street. — [500, 522, 648, 540]
ad-text: Temporary Offices: MANSE STREET. (Next M'Landress, Hepburn, and Co.) Active agents wanted throughout the Province. — [787, 409, 938, 434]
ad-title-masonic-hall: MASONIC HALL. — [216, 881, 283, 889]
ad-text: TENDERS wanted for Building Four-roomed Cottages and alterations of Six others. Plans and specifications at Mr John Lockie's, Butcher, George street. Tenders close on Friday, 3rd October. Lowest or any tender not necessarily accepted. — [947, 742, 1104, 784]
letter-text: Sir,—Colonial mail is not favorable to the propagation or growth of Bumbles; but now and again a sp cimen will crop up, and we have a sp ointment one here at present in the person of our lately appointed Deputy Harbormaster. From your columns this evening I see he has been summoning one of those objectionable unofficial creatures called importers for having the supreme impertinence to think that wharves were made to land his goods upon, and that, perhaps, deputy harbor masters were made to facilitate that object. Luckily, the Magistrate had more sense than the Bumble, and dismissed the case. Captain Orkney knows right well that the 61st section, which he throws at the heads of the importers only in his most offensive and absurd official letters, is one more honored in the breach than in the observance; that it is quite impossible to apply it to timber cargoes, and it was clearly never meant to be applied to them. But Mr Bumble cannot perform a law of his own creation, and the majesty of the law is not to be tampered with in such a way. — [173, 681, 326, 857]
ad-wanted-cook — [500, 543, 648, 568]
correspondence-disclaimer: [We are not responsible for the opinions expressed by our correspondents.] — [174, 642, 325, 658]
ad-signature: PARK & CURLE, Princes street, (Sole agents for Otago.) — [661, 1048, 774, 1065]
ad-signature: STEPHENSON & CO. — [711, 1352, 778, 1361]
ad-subtitle: TAILOR AND CLOTHIER, — [676, 876, 759, 885]
ad-text: ST. GEORGE'S HALL. Juveniles, Saturdays, from 3 to 5. Adults, Mondays, from 7 to 9. Terms: One Guinea per quarter (commencing from date of entrance). — [947, 612, 1104, 646]
ad-signature: J. KELLY, Professor, From Her Majesty's Theatre, London. — [959, 646, 1104, 663]
ad-text: BEAUTIFUL STAR, s.s., for TIMARU and LYTTELTON, about Wednesday, 8th October. — [500, 173, 648, 190]
ad-subtitle: FOR FIRE AND LIFE INSURANCE. — [807, 511, 918, 520]
masthead-rule — [10, 33, 1104, 35]
ad-masonic-hall — [173, 891, 326, 934]
theatre-cast: Charlotte Russe - - Miss F. Colville — [947, 200, 1049, 209]
ad-title-queens-theatre-2: QUEEN'S THEATRE. — [947, 355, 1104, 370]
column-2 — [168, 40, 330, 1557]
ad-text: THE s.s. STORM BIRD will be despatched for above Ports TO-MORROW (Friday). Cargo received at Rattray street wharf. Passengers by last train to Port. — [500, 354, 648, 388]
ad-subtitle: TINSMITH, ZINCWORKER, &c., — [666, 718, 769, 727]
ad-text: TENDERS for Timber for Holy Trinity Church, till Noon Tuesday, 7th. Specifications at the offices of the undersigned, and the City Engineer, Port Chalmers. — [947, 865, 1104, 891]
